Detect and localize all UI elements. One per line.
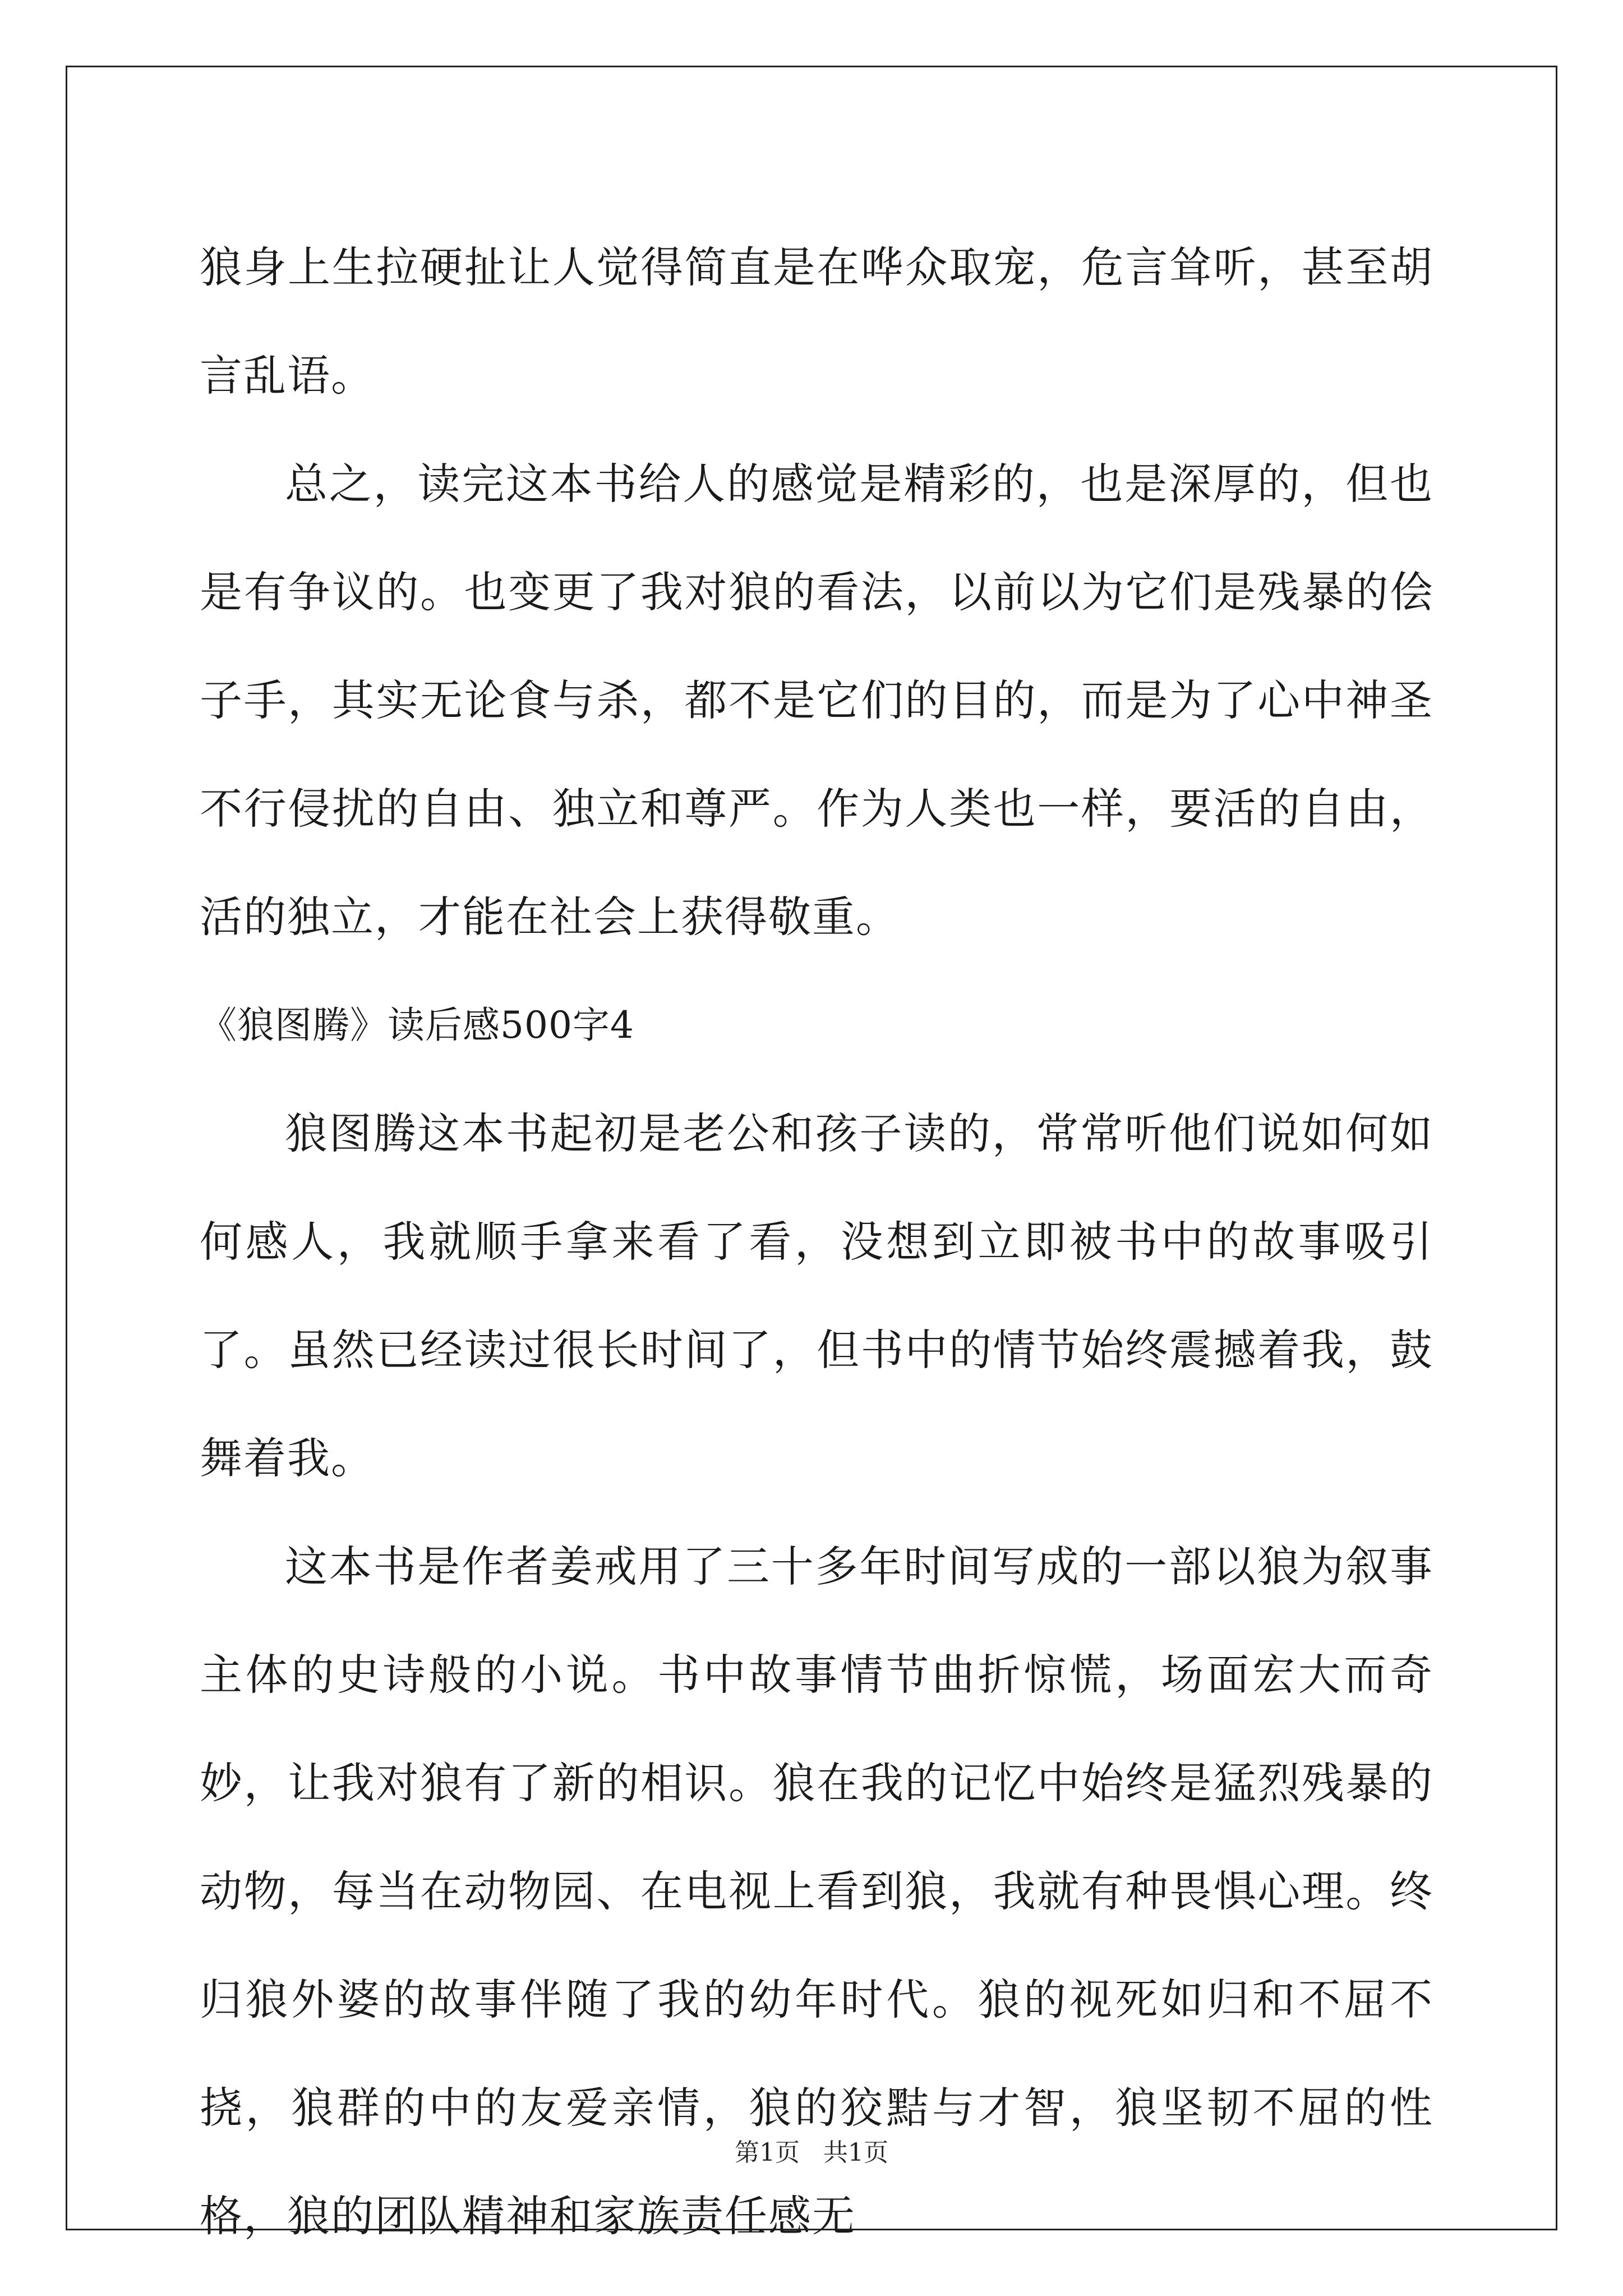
page-footer [0, 2136, 1623, 2170]
document-body [200, 213, 1433, 2270]
paragraph: 这本书是作者姜戒用了三十多年时间写成的一部以狼为叙事主体的史诗般的小说。书中故事情节曲折惊慌，场面宏大而奇妙，让我对狼有了新的相识。狼在我的记忆中始终是猛烈残暴的动物，每当在动物园、在电视上看到狼，我就有种畏惧心理。终归狼外婆的故事伴随了我的幼年时代。狼的视死如归和不屈不挠，狼群的中的友爱亲情，狼的狡黠与才智，狼坚韧不屈的性格，狼的团队精神和家族责任感无 [200, 1542, 1433, 2241]
section-heading: 《狼图腾》读后感500字4 [200, 1004, 634, 1047]
paragraph: 狼图腾这本书起初是老公和孩子读的，常常听他们说如何如何感人，我就顺手拿来看了看，没想到立即被书中的故事吸引了。虽然已经读过很长时间了，但书中的情节始终震撼着我，鼓舞着我。 [200, 1108, 1433, 1483]
page-number: 第1页 共1页 [735, 2138, 888, 2167]
paragraph: 总之，读完这本书给人的感觉是精彩的，也是深厚的，但也是有争议的。也变更了我对狼的看法，以前以为它们是残暴的侩子手，其实无论食与杀，都不是它们的目的，而是为了心中神圣不行侵扰的自由、独立和尊严。作为人类也一样，要活的自由，活的独立，才能在社会上获得敬重。 [200, 459, 1433, 942]
paragraph: 狼身上生拉硬扯让人觉得简直是在哗众取宠，危言耸听，甚至胡言乱语。 [200, 242, 1433, 401]
